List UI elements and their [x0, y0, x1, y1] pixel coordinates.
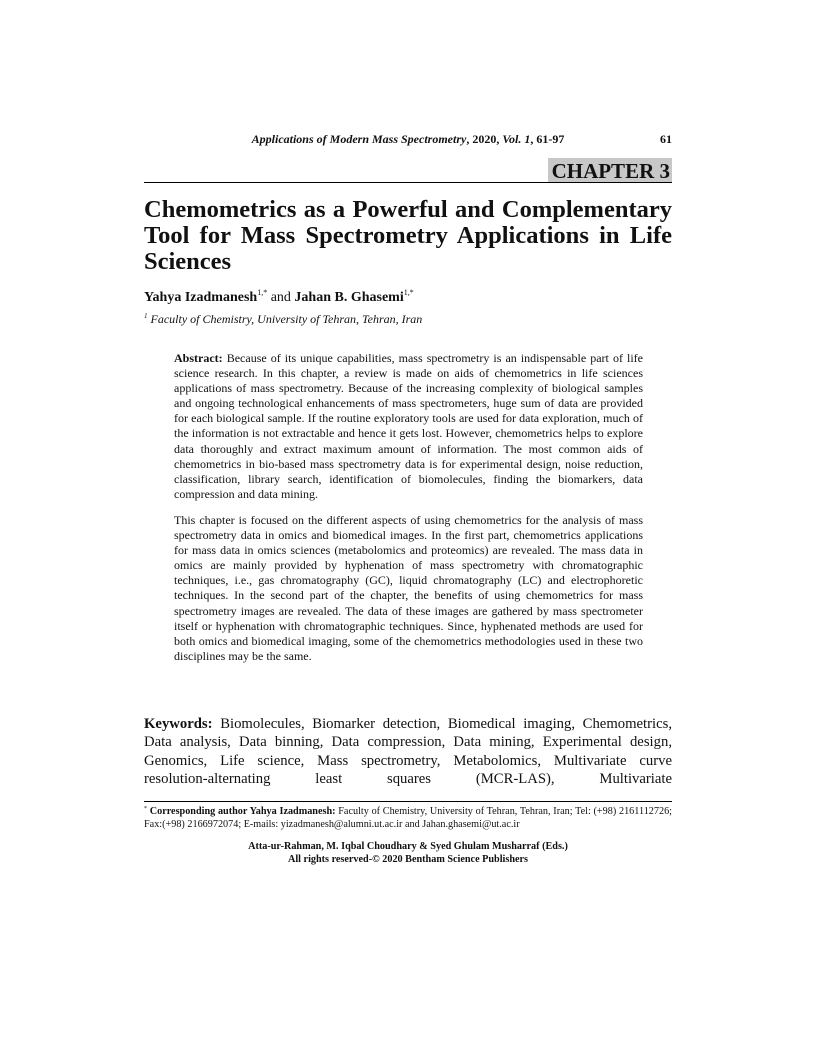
abstract — [174, 351, 643, 675]
abstract-text: Because of its unique capabilities, mass spectrometry is an indispensable part of life science research. In this chapter, a review is made on aids of chemometrics in life sciences applications of mass spectrometry. Because of the increasing complexity of biological samples and ongoing technological enhancements of mass spectrometers, huge sum of data are provided for each biological sample. If the routine exploratory tools are used for data exploration, much of the information is not extractable and hence it gets lost. However, chemometrics helps to explore data thoroughly and extract maximum amount of information. The most common aids of chemometrics in bio-based mass spectrometry data is for experimental design, noise reduction, classification, library search, identification of biomolecules, finding the biomarkers, data compression and data mining. — [174, 351, 643, 501]
book-pages: , 61-97 — [530, 132, 565, 146]
author-superscript: 1,* — [403, 288, 414, 297]
page-number: 61 — [660, 132, 672, 146]
affiliation-text: Faculty of Chemistry, University of Tehran, Tehran, Iran — [147, 312, 423, 326]
book-title: Applications of Modern Mass Spectrometry — [251, 132, 467, 146]
footnote-marker: * — [144, 806, 147, 812]
running-head — [144, 132, 672, 147]
keywords-label: Keywords: — [144, 716, 213, 732]
footnote-label: Corresponding author Yahya Izadmanesh: — [147, 806, 336, 817]
abstract-paragraph — [174, 351, 643, 502]
author-connector: and — [267, 290, 295, 305]
affiliation-superscript: 1 — [144, 312, 148, 320]
abstract-label: Abstract: — [174, 351, 223, 365]
publisher-info — [144, 841, 672, 866]
abstract-paragraph: This chapter is focused on the different aspects of using chemometrics for the analysis of mass spectrometry data in omics and biomedical images. In the first part, chemometrics applications for mass data in omics sciences (metabolomics and proteomics) are revealed. The mass data in omics are mainly provided by hyphenation of mass spectrometry with chromatographic techniques, i.e., gas chromatography (GC), liquid chromatography (LC) and electrophoretic techniques. In the second part of the chapter, the benefits of using chemometrics for mass spectrometry images are revealed. The data of these images are gathered by mass spectrometer itself or hyphenation with chromatographic techniques. Since, hyphenated methods are used for both omics and biomedical imaging, some of the chemometrics methodologies used in these two disciplines may be the same. — [174, 512, 643, 663]
affiliation — [144, 311, 422, 327]
author-name: Yahya Izadmanesh — [144, 290, 258, 305]
footnote-rule — [144, 801, 672, 802]
keywords-text: Biomolecules, Biomarker detection, Biomedical imaging, Chemometrics, Data analysis, Data binning, Data compression, Data mining, Experimental design, Genomics, Life science, Mass spectrometry, Metabolomics, Multivariate curve resolution-alternating least squares (MCR-LAS), Multivariate — [144, 716, 672, 788]
footnote-text: Faculty of Chemistry, University of Tehran, Tehran, Iran; Tel: (+98) 2161112726; Fax:(+98) 2166972074; E-mails: yizadmanesh@alumni.ut.ac.ir and Jahan.ghasemi@ut.ac.ir — [144, 806, 672, 830]
rights-line: All rights reserved-© 2020 Bentham Science Publishers — [287, 853, 529, 865]
author-name: Jahan B. Ghasemi — [294, 290, 404, 305]
footnote — [144, 805, 672, 831]
book-volume: Vol. 1 — [502, 132, 531, 146]
author-superscript: 1,* — [257, 288, 268, 297]
editors-line: Atta-ur-Rahman, M. Iqbal Choudhary & Syed Ghulam Musharraf (Eds.) — [248, 841, 568, 852]
author-line — [144, 289, 414, 307]
chapter-rule — [144, 182, 672, 183]
keywords — [144, 715, 672, 789]
chapter-label: CHAPTER 3 — [548, 158, 672, 183]
book-year: , 2020, — [466, 132, 503, 146]
chapter-title: Chemometrics as a Powerful and Complementary Tool for Mass Spectrometry Applications in Life Sciences — [144, 196, 672, 275]
